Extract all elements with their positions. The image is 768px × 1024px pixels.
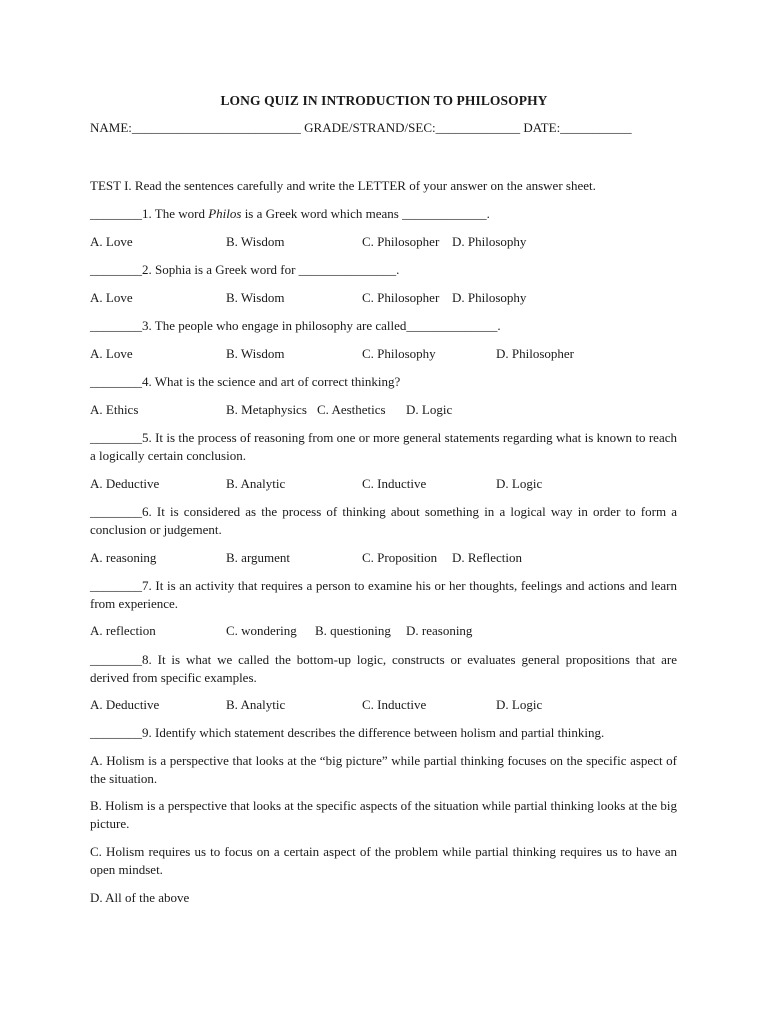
q5-option-d: D. Logic [496, 476, 543, 491]
answer-blank: ________ [90, 652, 142, 667]
q3-option-d: D. Philosopher [496, 346, 574, 361]
question-text: 2. Sophia is a Greek word for _______________. [142, 262, 400, 277]
q1-option-b: B. Wisdom [226, 234, 285, 249]
answer-blank: ________ [90, 725, 142, 740]
q6-option-b: B. argument [226, 550, 291, 565]
question-1 [90, 205, 490, 223]
q3-option-c: C. Philosophy [362, 346, 436, 361]
q4-option-a: A. Ethics [90, 402, 139, 417]
q2-option-c: C. Philosopher [362, 290, 440, 305]
q7-option-a: A. reflection [90, 623, 156, 638]
q6-option-c: C. Proposition [362, 550, 438, 565]
q4-option-b: B. Metaphysics [226, 402, 307, 417]
q5-option-a: A. Deductive [90, 476, 160, 491]
question-6 [90, 503, 677, 539]
answer-blank: ________ [90, 578, 142, 593]
answer-blank: ________ [90, 504, 142, 519]
question-8 [90, 651, 677, 687]
question-3 [90, 317, 501, 335]
q2-option-a: A. Love [90, 290, 133, 305]
q9-option-c: C. Holism requires us to focus on a certain aspect of the problem while partial thinking requires us to have an open mindset. [90, 844, 677, 877]
question-text: 9. Identify which statement describes the difference between holism and partial thinking. [142, 725, 605, 740]
answer-blank: ________ [90, 430, 142, 445]
student-info-line: NAME:__________________________ GRADE/STRAND/SEC:_____________ DATE:___________ [90, 120, 632, 135]
question-text: 4. What is the science and art of correct thinking? [142, 374, 401, 389]
q2-option-d: D. Philosophy [452, 290, 527, 305]
answer-blank: ________ [90, 374, 142, 389]
q4-option-c: C. Aesthetics [317, 402, 386, 417]
question-9 [90, 724, 604, 742]
question-5 [90, 429, 677, 465]
q3-option-b: B. Wisdom [226, 346, 285, 361]
question-4 [90, 373, 400, 391]
q9-option-a: A. Holism is a perspective that looks at the “big picture” while partial thinking focuses on the specific aspect of the situation. [90, 753, 677, 786]
q3-option-a: A. Love [90, 346, 133, 361]
page-title: LONG QUIZ IN INTRODUCTION TO PHILOSOPHY [220, 93, 548, 108]
q1-option-c: C. Philosopher [362, 234, 440, 249]
question-text: 7. It is an activity that requires a person to examine his or her thoughts, feelings and actions and learn from experience. [90, 578, 677, 611]
test-instruction: TEST I. Read the sentences carefully and write the LETTER of your answer on the answer sheet. [90, 178, 596, 193]
q8-option-c: C. Inductive [362, 697, 427, 712]
answer-blank: ________ [90, 318, 142, 333]
q7-option-c: C. wondering [226, 623, 297, 638]
answer-blank: ________ [90, 262, 142, 277]
question-text: is a Greek word which means _____________. [241, 206, 490, 221]
q8-option-b: B. Analytic [226, 697, 286, 712]
q4-option-d: D. Logic [406, 402, 453, 417]
q8-option-a: A. Deductive [90, 697, 160, 712]
q9-option-b: B. Holism is a perspective that looks at the specific aspects of the situation while partial thinking looks at the big picture. [90, 798, 677, 831]
q1-option-d: D. Philosophy [452, 234, 527, 249]
question-2 [90, 261, 399, 279]
q2-option-b: B. Wisdom [226, 290, 285, 305]
question-text: 1. The word [142, 206, 209, 221]
q9-option-d: D. All of the above [90, 890, 190, 905]
question-text: 3. The people who engage in philosophy are called______________. [142, 318, 501, 333]
q8-option-d: D. Logic [496, 697, 543, 712]
q5-option-c: C. Inductive [362, 476, 427, 491]
question-italic-term: Philos [208, 206, 242, 221]
question-text: 6. It is considered as the process of thinking about something in a logical way in order to form a conclusion or judgement. [90, 504, 677, 537]
q7-option-b: B. questioning [315, 623, 391, 638]
question-7 [90, 577, 677, 613]
q6-option-d: D. Reflection [452, 550, 523, 565]
q5-option-b: B. Analytic [226, 476, 286, 491]
question-text: 8. It is what we called the bottom-up logic, constructs or evaluates general propositions that are derived from specific examples. [90, 652, 677, 685]
answer-blank: ________ [90, 206, 142, 221]
question-text: 5. It is the process of reasoning from one or more general statements regarding what is known to reach a logically certain conclusion. [90, 430, 677, 463]
q1-option-a: A. Love [90, 234, 133, 249]
q7-option-d: D. reasoning [406, 623, 473, 638]
q6-option-a: A. reasoning [90, 550, 157, 565]
